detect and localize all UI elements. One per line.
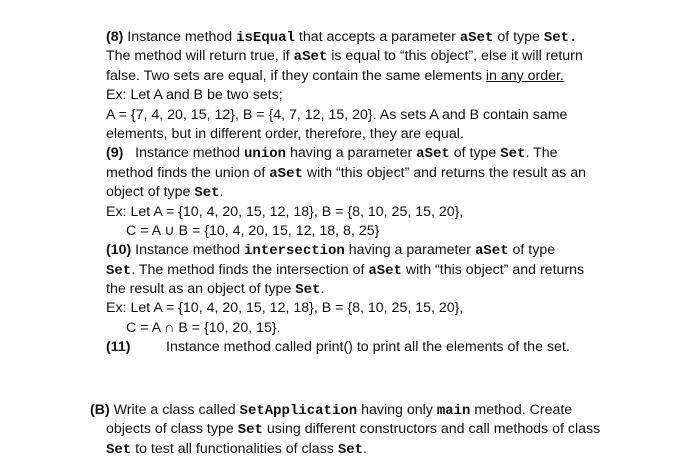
item8-line3 xyxy=(106,67,646,86)
text: The method will return true, if xyxy=(106,48,294,65)
text: . The xyxy=(525,145,558,162)
text: . xyxy=(320,281,325,298)
text: with “this object” and returns the result as an xyxy=(302,164,586,181)
code: aSet xyxy=(459,30,494,46)
code: Set xyxy=(295,282,321,299)
text: to test all functionalities of class xyxy=(131,440,338,457)
code: aSet xyxy=(269,165,303,182)
section-b xyxy=(90,401,600,459)
text: . xyxy=(363,440,367,457)
item10-line1 xyxy=(106,241,646,260)
item10-line3 xyxy=(106,280,646,299)
text: Instance method called print() to print all the elements of the set. xyxy=(166,339,570,356)
code: aSet xyxy=(474,243,509,260)
text: having a parameter xyxy=(344,242,475,259)
text: of type xyxy=(508,242,556,259)
section-b-line3 xyxy=(90,440,600,459)
code: SetApplication xyxy=(239,403,358,419)
text: method finds the union of xyxy=(106,164,270,181)
text: Instance method xyxy=(131,242,245,259)
text: of type xyxy=(449,145,501,162)
item8-label: (8) xyxy=(106,29,124,45)
code: Set xyxy=(337,441,364,458)
code: isEqual xyxy=(236,30,295,46)
text: method. Create xyxy=(470,402,573,418)
code: union xyxy=(244,146,287,163)
item9-line4: Ex: Let A = {10, 4, 20, 15, 12, 18}, B = {8, 10, 25, 15, 20}, xyxy=(106,203,464,220)
code: aSet xyxy=(368,262,402,279)
code: aSet xyxy=(293,49,328,66)
item8-line5: A = {7, 4, 20, 15, 12}, B = {4, 7, 12, 15, 20}. As sets A and B contain same xyxy=(106,106,568,123)
code: Set xyxy=(237,422,263,439)
item11-line1 xyxy=(106,338,646,357)
text: that accepts a parameter xyxy=(294,29,460,45)
item10-line2 xyxy=(106,261,646,280)
text: object of type xyxy=(106,184,195,201)
item8-line4: Ex: Let A and B be two sets; xyxy=(106,87,283,104)
text: . xyxy=(219,184,224,201)
text: false. Two sets are equal, if they contain the same elements xyxy=(106,67,486,84)
item10-line5: C = A ∩ B = {10, 20, 15}. xyxy=(126,319,281,336)
section-b-label: (B) xyxy=(90,402,110,418)
code: aSet xyxy=(416,146,450,163)
text: Instance method xyxy=(123,145,245,162)
section-b-line2 xyxy=(90,420,600,439)
text: . The method finds the intersection of xyxy=(131,261,369,278)
code: intersection xyxy=(244,243,345,260)
code: Set. xyxy=(543,30,578,46)
code: Set xyxy=(500,146,526,163)
text: having a parameter xyxy=(286,145,417,162)
item8-line2 xyxy=(106,47,646,66)
item8-line6: elements, but in different order, therefore, they are equal. xyxy=(106,125,464,142)
code: main xyxy=(436,403,471,419)
text: is equal to “this object”, else it will return xyxy=(327,48,583,65)
code: Set xyxy=(106,441,132,458)
underlined-text: in any order. xyxy=(485,67,564,84)
code: Set xyxy=(106,262,132,279)
text: Write a class called xyxy=(109,402,240,418)
text: having only xyxy=(357,402,437,418)
item10-line4: Ex: Let A = {10, 4, 20, 15, 12, 18}, B = {8, 10, 25, 15, 20}, xyxy=(106,300,464,317)
text: with “this object” and returns xyxy=(401,261,585,278)
text: of type xyxy=(493,29,544,45)
text: using different constructors and call methods of class xyxy=(262,421,601,438)
code: Set xyxy=(194,185,220,202)
text: the result as an object of type xyxy=(106,281,296,298)
item8-line1 xyxy=(106,28,646,47)
assignment-text xyxy=(106,28,646,358)
item9-line2 xyxy=(106,164,646,183)
item9-line5: C = A ∪ B = {10, 4, 20, 15, 12, 18, 8, 25} xyxy=(126,222,380,239)
item9-line3 xyxy=(106,183,646,202)
item10-label: (10) xyxy=(106,242,132,259)
item9-label: (9) xyxy=(106,145,124,162)
item9-line1 xyxy=(106,144,646,163)
section-b-line1 xyxy=(90,401,600,420)
item11-label: (11) xyxy=(106,339,131,356)
text: Instance method xyxy=(123,29,237,45)
text: objects of class type xyxy=(106,421,238,438)
